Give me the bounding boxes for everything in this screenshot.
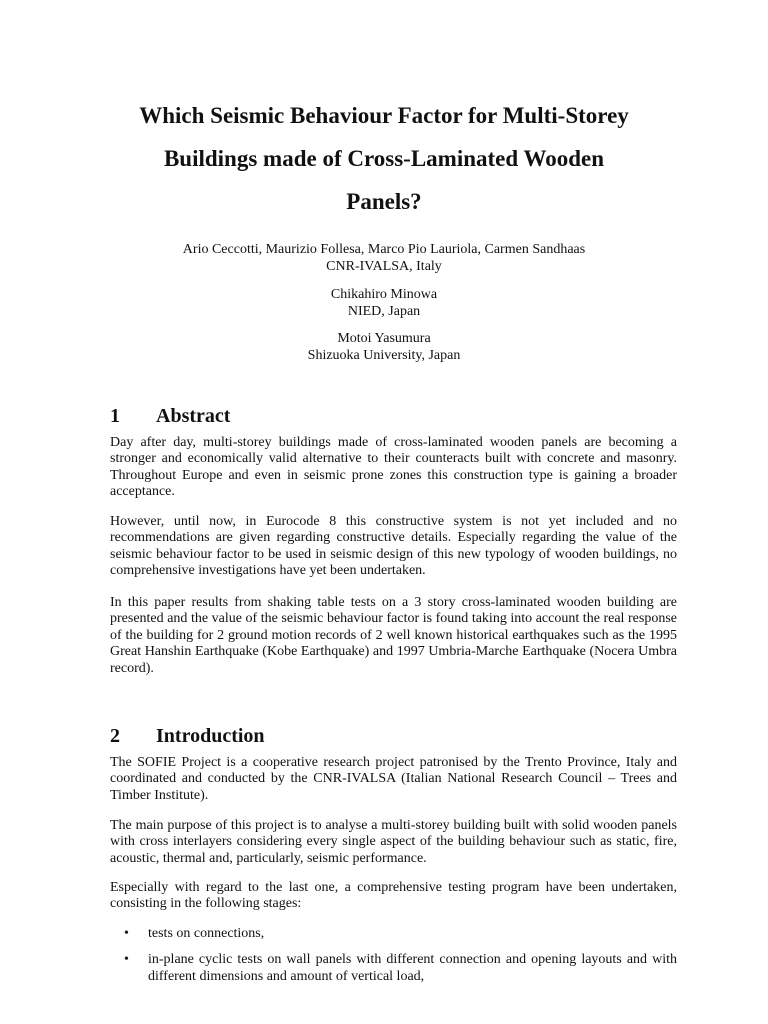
title-line-1: Which Seismic Behaviour Factor for Multi-Storey [139, 103, 629, 128]
bullet-icon: • [124, 926, 129, 941]
author-group-1 [60, 241, 708, 275]
title-line-3: Panels? [346, 189, 422, 214]
abstract-paragraph-1: Day after day, multi-storey buildings made of cross-laminated wooden panels are becoming a stronger and economically valid alternative to their counteracts built with concrete and masonry. Throughout Europe and even in seismic prone zones this construction type is gaining a broader acceptance. [110, 435, 677, 500]
bullet-icon: • [124, 952, 129, 968]
author-names: Motoi Yasumura [337, 331, 431, 346]
list-item-text: in-plane cyclic tests on wall panels with different connection and opening layouts and with different dimensions and amount of vertical load, [148, 952, 677, 984]
stages-list [110, 926, 677, 995]
list-item [110, 926, 677, 942]
introduction-paragraph-1: The SOFIE Project is a cooperative research project patronised by the Trento Province, Italy and coordinated and conducted by the CNR-IVALSA (Italian National Research Council – Trees and Timber Institute). [110, 755, 677, 803]
section-number: 2 [110, 725, 120, 747]
title-line-2: Buildings made of Cross-Laminated Wooden [163, 146, 605, 171]
section-title: Abstract [156, 405, 231, 427]
section-number: 1 [110, 405, 120, 427]
author-names: Chikahiro Minowa [330, 287, 438, 302]
author-group-2 [60, 286, 708, 320]
abstract-paragraph-3: In this paper results from shaking table tests on a 3 story cross-laminated wooden building are presented and the value of the seismic behaviour factor is found taking into account the real response of the building for 2 ground motion records of 2 well known historical earthquakes such as the 1995 Great Hanshin Earthquake (Kobe Earthquake) and 1997 Umbria-Marche Earthquake (Nocera Umbra record). [110, 595, 677, 676]
section-title: Introduction [156, 725, 265, 747]
author-affiliation: CNR-IVALSA, Italy [326, 259, 442, 274]
author-names: Ario Ceccotti, Maurizio Follesa, Marco Pio Lauriola, Carmen Sandhaas [182, 242, 586, 257]
author-group-3 [60, 330, 708, 364]
introduction-paragraph-2: The main purpose of this project is to analyse a multi-storey building built with solid wooden panels with cross interlayers considering every single aspect of the building behaviour such as static, fire, acoustic, thermal and, particularly, seismic performance. [110, 818, 677, 866]
section-heading-abstract [110, 404, 230, 428]
list-item [110, 952, 677, 985]
author-affiliation: NIED, Japan [347, 304, 421, 319]
introduction-paragraph-3: Especially with regard to the last one, a comprehensive testing program have been undertaken, consisting in the following stages: [110, 880, 677, 912]
paper-title [60, 94, 708, 223]
section-heading-introduction [110, 724, 265, 748]
list-item-text: tests on connections, [148, 926, 265, 941]
abstract-paragraph-2: However, until now, in Eurocode 8 this constructive system is not yet included and no recommendations are given regarding constructive details. Especially regarding the value of the seismic behaviour factor to be used in seismic design of this new typology of wooden buildings, no comprehensive investigations have yet been undertaken. [110, 514, 677, 579]
author-affiliation: Shizuoka University, Japan [307, 348, 461, 363]
